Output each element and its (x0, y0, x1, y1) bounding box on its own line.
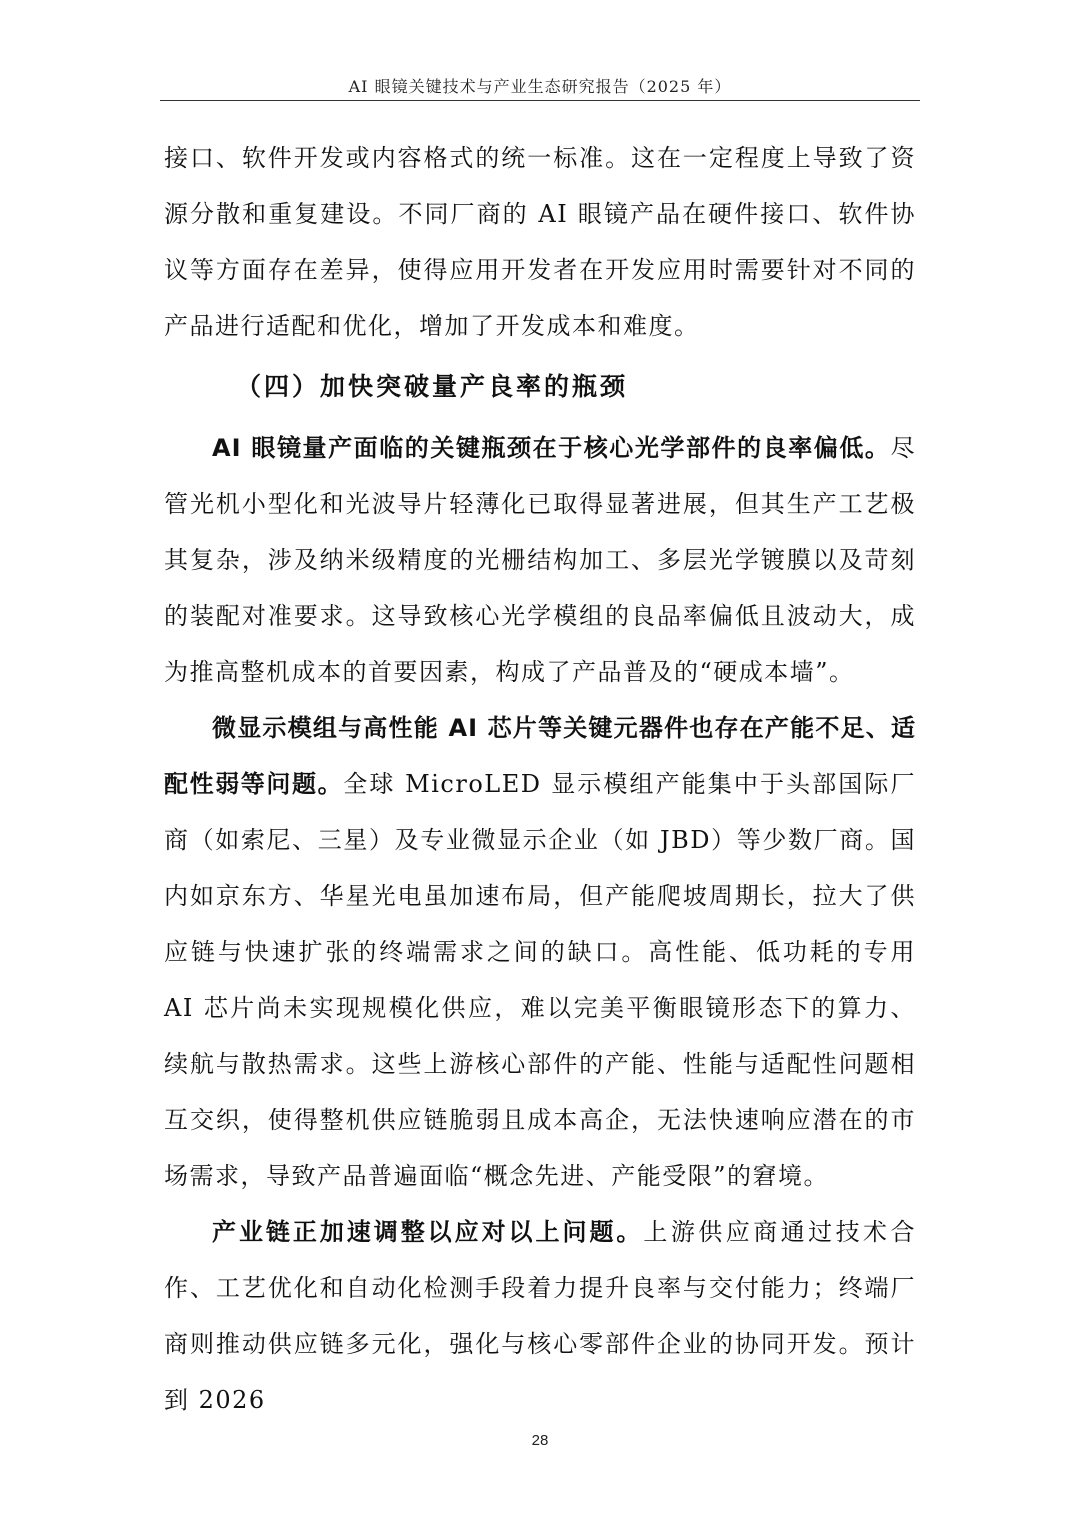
paragraph-component-capacity (164, 700, 916, 1204)
paragraph-lead: 产业链正加速调整以应对以上问题。 (212, 1218, 644, 1246)
running-header: AI 眼镜关键技术与产业生态研究报告（2025 年） (348, 77, 732, 96)
body-text (164, 130, 916, 1428)
paragraph-lead: 微显示模组与高性能 AI 芯片等关键元器件也存在产能不足、适配性弱等问题。 (164, 714, 916, 798)
section-heading: （四）加快突破量产良率的瓶颈 (236, 372, 629, 401)
paragraph-body: 尽管光机小型化和光波导片轻薄化已取得显著进展，但其生产工艺极其复杂，涉及纳米级精度的光栅结构加工、多层光学镀膜以及苛刻的装配对准要求。这导致核心光学模组的良品率偏低且波动大，成为推高整机成本的首要因素，构成了产品普及的“硬成本墙”。 (164, 434, 916, 686)
paragraph-body: 上游供应商通过技术合作、工艺优化和自动化检测手段着力提升良率与交付能力；终端厂商则推动供应链多元化，强化与核心零部件企业的协同开发。预计到 2026 (164, 1218, 916, 1414)
header-rule (160, 100, 920, 101)
page-number: 28 (531, 1432, 549, 1449)
paragraph-body: 全球 MicroLED 显示模组产能集中于头部国际厂商（如索尼、三星）及专业微显示企业（如 JBD）等少数厂商。国内如京东方、华星光电虽加速布局，但产能爬坡周期长，拉大了供应链与快速扩张的终端需求之间的缺口。高性能、低功耗的专用 AI 芯片尚未实现规模化供应，难以完美平衡眼镜形态下的算力、续航与散热需求。这些上游核心部件的产能、性能与适配性问题相互交织，使得整机供应链脆弱且成本高企，无法快速响应潜在的市场需求，导致产品普遍面临“概念先进、产能受限”的窘境。 (164, 770, 917, 1190)
paragraph-continuation: 接口、软件开发或内容格式的统一标准。这在一定程度上导致了资源分散和重复建设。不同厂商的 AI 眼镜产品在硬件接口、软件协议等方面存在差异，使得应用开发者在开发应用时需要针对不同的产品进行适配和优化，增加了开发成本和难度。 (164, 144, 916, 340)
paragraph-lead: AI 眼镜量产面临的关键瓶颈在于核心光学部件的良率偏低。 (212, 434, 891, 462)
paragraph-industry-adjustment (164, 1204, 916, 1428)
paragraph-yield-bottleneck (164, 420, 916, 700)
